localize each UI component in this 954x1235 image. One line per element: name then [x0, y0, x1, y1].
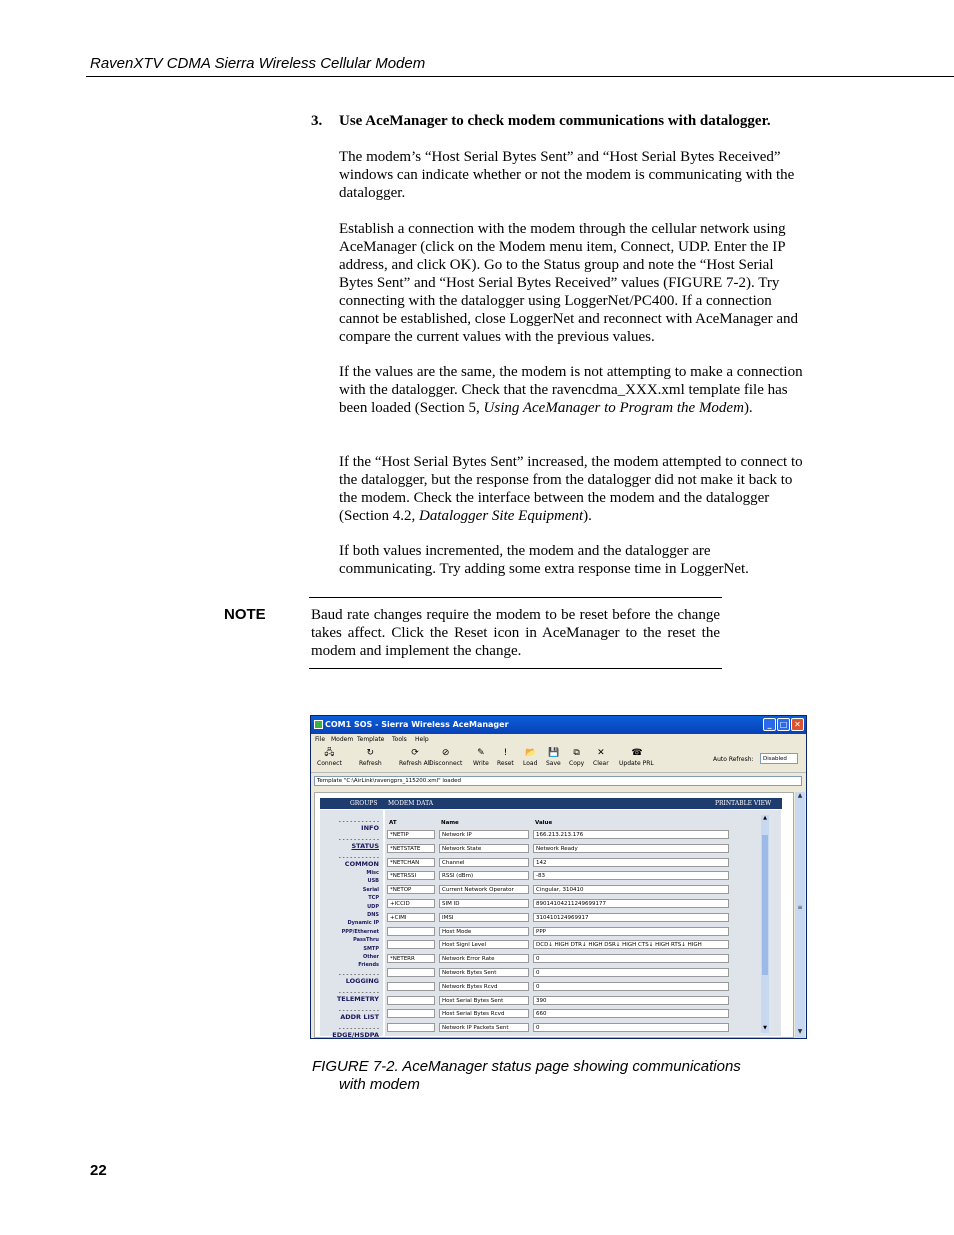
table-cell-value[interactable]: 0 [533, 968, 729, 977]
table-cell-at [387, 927, 435, 936]
group-telemetry[interactable]: - - - TELEMETRY [337, 995, 379, 1003]
table-cell-at [387, 996, 435, 1005]
group-tcp[interactable]: TCP [368, 895, 379, 902]
note-text: Baud rate changes require the modem to be reset before the change takes affect. Click the Reset icon in AceManager to the reset the modem and implement the change. [311, 607, 720, 659]
write-icon: ✎ [477, 748, 485, 758]
paragraph-4-text: If the “Host Serial Bytes Sent” increased, the modem attempted to connect to the datalogger, but the response from the datalogger did not make it back to the modem. Check the interface between the modem and the datalogger (Section 4.2, [339, 454, 803, 524]
note-label: NOTE [224, 606, 266, 623]
template-status: Template "C:\AirLink\ravengprs_115200.xml" loaded [314, 776, 802, 786]
table-cell-name: Host Mode [439, 927, 529, 936]
app-icon [314, 720, 323, 729]
table-cell-value[interactable]: DCD↓ HIGH DTR↓ HIGH DSR↓ HIGH CTS↓ HIGH RTS↓ HIGH [533, 940, 729, 949]
table-cell-at [387, 940, 435, 949]
step-number: 3. [311, 113, 323, 129]
paragraph-3-end: ). [743, 400, 753, 416]
group-other[interactable]: Other [362, 954, 379, 960]
paragraph-4-end: ). [583, 508, 592, 524]
table-cell-name: Channel [439, 858, 529, 867]
table-cell-at: *NETSTATE [387, 844, 435, 853]
figure-caption [312, 1058, 741, 1094]
toolbar-label: Refresh [359, 760, 382, 767]
table-cell-at: +CIMI [387, 913, 435, 922]
table-cell-name: Network Bytes Sent [439, 968, 529, 977]
table-cell-name: Current Network Operator [439, 885, 529, 894]
table-cell-name: Network Error Rate [439, 954, 529, 963]
table-cell-name: Host Serial Bytes Sent [439, 996, 529, 1005]
section-reference: Using AceManager to Program the Modem [483, 400, 744, 416]
copy-icon: ⧉ [573, 748, 580, 758]
group-udp[interactable]: UDP [367, 903, 379, 910]
table-cell-at [387, 1023, 435, 1032]
window-title: COM1 SOS - Sierra Wireless AceManager [325, 720, 509, 729]
group-logging[interactable]: - - - LOGGING [346, 977, 379, 985]
table-cell-value[interactable]: 0 [533, 954, 729, 963]
table-cell-value[interactable]: 660 [533, 1009, 729, 1018]
scroll-thumb[interactable] [762, 835, 768, 975]
maximize-icon[interactable]: □ [777, 718, 790, 731]
table-cell-value[interactable]: PPP [533, 927, 729, 936]
disconnect-button[interactable] [429, 748, 462, 767]
running-header: RavenXTV CDMA Sierra Wireless Cellular Modem [90, 55, 426, 72]
table-cell-at: +ICCID [387, 899, 435, 908]
page-number: 22 [90, 1162, 107, 1179]
group-friends[interactable]: Friends [358, 962, 379, 969]
menu-bar [311, 735, 806, 745]
table-cell-value[interactable]: -83 [533, 871, 729, 880]
minimize-icon[interactable]: _ [763, 718, 776, 731]
note-bottom-rule [309, 668, 722, 669]
group-dns[interactable]: DNS [367, 912, 379, 918]
menu-help[interactable]: Help [415, 736, 429, 743]
table-cell-name: Network Bytes Rcvd [439, 982, 529, 991]
refresh-button[interactable] [359, 748, 382, 767]
modem-data-header: MODEM DATA [388, 800, 434, 807]
auto-refresh-label: Auto Refresh: [713, 756, 754, 763]
paragraph-5: If both values incremented, the modem and the datalogger are communicating. Try adding some extra response time in LoggerNet. [339, 543, 749, 577]
scroll-down-icon[interactable]: ▼ [763, 1025, 767, 1031]
group-serial[interactable]: Serial [362, 886, 379, 893]
paragraph-3-text: If the values are the same, the modem is not attempting to make a connection with the datalogger. Check that the ravencdma_XXX.xml template file has been loaded (Section 5, [339, 364, 803, 416]
toolbar-label: Copy [569, 760, 585, 767]
table-cell-value[interactable]: 310410124969917 [533, 913, 729, 922]
caption-line-1: FIGURE 7-2. AceManager status page showing communications [312, 1058, 741, 1075]
clear-button[interactable] [593, 748, 609, 767]
column-header-name: Name [441, 820, 459, 826]
acemanager-screenshot [310, 715, 807, 1039]
paragraph-1: The modem’s “Host Serial Bytes Sent” and “Host Serial Bytes Received” windows can indicate whether or not the modem is communicating with the datalogger. [339, 149, 795, 201]
table-cell-name: SIM ID [439, 899, 529, 908]
connect-icon: 🖧 [324, 748, 335, 758]
table-cell-value[interactable]: 89014104211249699177 [533, 899, 729, 908]
table-scrollbar[interactable] [761, 815, 769, 1033]
menu-file[interactable]: File [315, 736, 326, 743]
caption-line-2: with modem [339, 1076, 420, 1093]
table-cell-value[interactable]: 390 [533, 996, 729, 1005]
table-cell-name: Host Serial Bytes Rcvd [439, 1009, 529, 1018]
groups-header: GROUPS [350, 800, 378, 807]
toolbar-label: Connect [317, 760, 342, 767]
reset-icon: ! [503, 748, 508, 758]
load-icon: 📂 [525, 748, 537, 758]
save-button[interactable] [546, 748, 561, 767]
connect-button[interactable] [317, 748, 342, 767]
window-scrollbar[interactable] [795, 792, 805, 1038]
group-edge-hsdpa[interactable]: - - - EDGE/HSDPA [332, 1031, 379, 1039]
table-cell-value[interactable]: 0 [533, 982, 729, 991]
group-passthru[interactable]: PassThru [353, 937, 379, 944]
window-titlebar [311, 716, 806, 734]
table-cell-name: RSSI (dBm) [439, 871, 529, 880]
toolbar [311, 746, 806, 773]
scroll-down-icon[interactable]: ▼ [797, 1028, 803, 1035]
toolbar-label: Disconnect [429, 760, 463, 767]
header-rule [86, 76, 954, 77]
paragraph-4 [339, 453, 811, 525]
close-icon[interactable]: ✕ [791, 718, 804, 731]
refresh-icon: ↻ [366, 748, 375, 758]
panel-header [320, 798, 782, 809]
paragraph-2: Establish a connection with the modem through the cellular network using AceManager (click on the Modem menu item, Connect, UDP. Enter the IP address, and click OK). Go to the Status group and note the “Host Serial Bytes Sent” and “Host Serial Bytes Received” values (FIGURE 7-2). Try connecting with the datalogger using LoggerNet/PC400. If a connection cannot be established, close LoggerNet and reconnect with AceManager and compare the current values with the previous values. [339, 221, 798, 345]
table-cell-value[interactable]: 0 [533, 1023, 729, 1032]
menu-tools[interactable]: Tools [392, 736, 407, 743]
table-cell-name: Network State [439, 844, 529, 853]
group-smtp[interactable]: SMTP [363, 945, 379, 952]
group-info[interactable]: - - - INFO [361, 824, 379, 832]
refresh-all-button[interactable] [399, 748, 431, 767]
toolbar-label: Load [523, 760, 538, 767]
toolbar-label: Save [546, 760, 561, 767]
note-top-rule [309, 597, 722, 598]
table-cell-at: *NETIP [387, 830, 435, 839]
load-button[interactable] [523, 748, 537, 767]
refresh-all-icon: ⟳ [411, 748, 419, 758]
section-reference: Datalogger Site Equipment [419, 508, 584, 524]
copy-button[interactable] [569, 748, 584, 767]
table-cell-at [387, 968, 435, 977]
modem-data-table [385, 810, 781, 1036]
table-cell-at: *NETCHAN [387, 858, 435, 867]
group-misc[interactable]: Misc [366, 870, 379, 876]
table-cell-at: *NETERR [387, 954, 435, 963]
toolbar-label: Reset [497, 760, 514, 767]
save-icon: 💾 [548, 748, 560, 758]
group-ppp-ethernet[interactable]: PPP/Ethernet [341, 928, 379, 935]
table-cell-name: Host Signl Level [439, 940, 529, 949]
table-cell-value[interactable]: Network Ready [533, 844, 729, 853]
update-prl-icon: ☎ [631, 748, 643, 758]
column-header-at: AT [389, 820, 397, 826]
menu-template[interactable]: Template [357, 736, 385, 743]
auto-refresh-select[interactable]: Disabled [760, 753, 798, 764]
paragraph-3 [339, 363, 811, 417]
scroll-up-icon[interactable]: ▲ [763, 815, 767, 821]
group-addr-list[interactable]: - - - ADDR LIST [340, 1013, 379, 1021]
table-cell-name: IMSI [439, 913, 529, 922]
clear-icon: ✕ [597, 748, 605, 758]
step-title: Use AceManager to check modem communications with datalogger. [339, 113, 771, 129]
scroll-grip-icon: ≡ [797, 904, 803, 911]
reset-button[interactable] [497, 748, 514, 767]
table-cell-at: *NETOP [387, 885, 435, 894]
write-button[interactable] [473, 748, 489, 767]
menu-modem[interactable]: Modem [331, 736, 354, 743]
group-status[interactable]: - - - STATUS [351, 842, 379, 850]
table-cell-value[interactable]: 166.213.213.176 [533, 830, 729, 839]
toolbar-label: Write [473, 760, 489, 767]
content-panel [314, 792, 794, 1038]
group-usb[interactable]: USB [367, 878, 379, 885]
table-cell-at: *NETRSSI [387, 871, 435, 880]
column-header-value: Value [535, 820, 553, 826]
toolbar-label: Clear [593, 760, 609, 767]
scroll-up-icon[interactable]: ▲ [797, 792, 803, 799]
table-cell-value[interactable]: Cingular, 310410 [533, 885, 729, 894]
toolbar-label: Refresh All [399, 760, 432, 767]
table-cell-name: Network IP Packets Sent [439, 1023, 529, 1032]
groups-sidebar [320, 810, 383, 1039]
table-cell-name: Network IP [439, 830, 529, 839]
table-cell-at [387, 1009, 435, 1018]
table-cell-value[interactable]: 142 [533, 858, 729, 867]
disconnect-icon: ⊘ [441, 748, 450, 758]
printable-view-link[interactable]: PRINTABLE VIEW [715, 800, 772, 807]
update-prl-button[interactable] [619, 748, 654, 767]
table-cell-at [387, 982, 435, 991]
group-dynamic-ip[interactable]: Dynamic IP [347, 920, 379, 927]
toolbar-label: Update PRL [619, 760, 654, 767]
group-common[interactable]: - - - COMMON [345, 860, 379, 868]
